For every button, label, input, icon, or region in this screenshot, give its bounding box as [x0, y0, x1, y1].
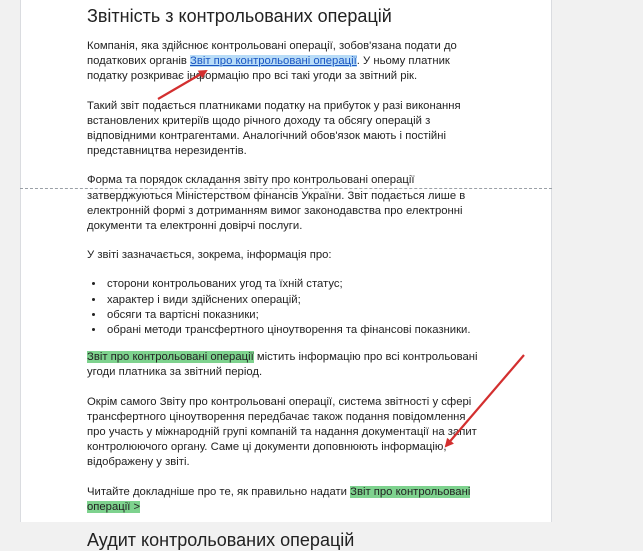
- paragraph-6: Окрім самого Звіту про контрольовані операції, система звітності у сфері трансфертного ціноутворення передбачає також подання повідомлення про участь у міжнародній групі компаній та надання документації на запит контролюючого органу. Саме ці документи доповнюють інформацію, відображену у звіті.: [87, 395, 477, 469]
- intro-text-before: Компанія, яка здійснює контрольовані операції, зобов'язана подати до податкових органів: [87, 40, 457, 68]
- read-more-chevron[interactable]: >: [130, 500, 141, 513]
- paragraph-2: Такий звіт подається платниками податку на прибуток у разі виконання встановлених критеріїв щодо річного доходу та обсягу операцій з відповідними контрагентами. Аналогічний обов'язок мають і постійні представництва нерезидентів.: [87, 99, 461, 158]
- list-item: • обсяги та вартісні показники;: [105, 308, 487, 323]
- paragraph-5-rest: містить інформацію про всі контрольовані угоди платника за звітний період.: [87, 351, 478, 379]
- intro-text-after: . У ньому платник податку розкриває інформацію про всі такі угоди за звітний рік.: [87, 55, 450, 83]
- list-item: • характер і види здійснених операцій;: [105, 293, 487, 308]
- report-link[interactable]: Звіт про контрольовані операції: [190, 55, 357, 68]
- arrow-annotation: [446, 355, 524, 446]
- read-more-link[interactable]: Звіт про контрольовані операції: [87, 485, 471, 513]
- list-intro: У звіті зазначається, зокрема, інформація про:: [87, 249, 332, 262]
- section-heading: Звітність з контрольованих операцій: [87, 6, 392, 26]
- list-item: • обрані методи трансфертного ціноутворення та фінансові показники.: [105, 323, 487, 338]
- arrow-annotation: [158, 71, 206, 99]
- list-item: • сторони контрольованих угод та їхній статус;: [105, 277, 487, 292]
- read-more-text: Читайте докладніше про те, як правильно надати: [87, 485, 351, 498]
- next-section-heading: Аудит контрольованих операцій: [87, 530, 355, 551]
- paragraph-3: Форма та порядок складання звіту про контрольовані операції затверджуються Міністерством фінансів України. Звіт подається лише в електронній формі з дотриманням вимог законодавства про електронні документи та електронні довірчі послуги.: [87, 174, 466, 233]
- highlighted-phrase: Звіт про контрольовані операції: [87, 351, 254, 364]
